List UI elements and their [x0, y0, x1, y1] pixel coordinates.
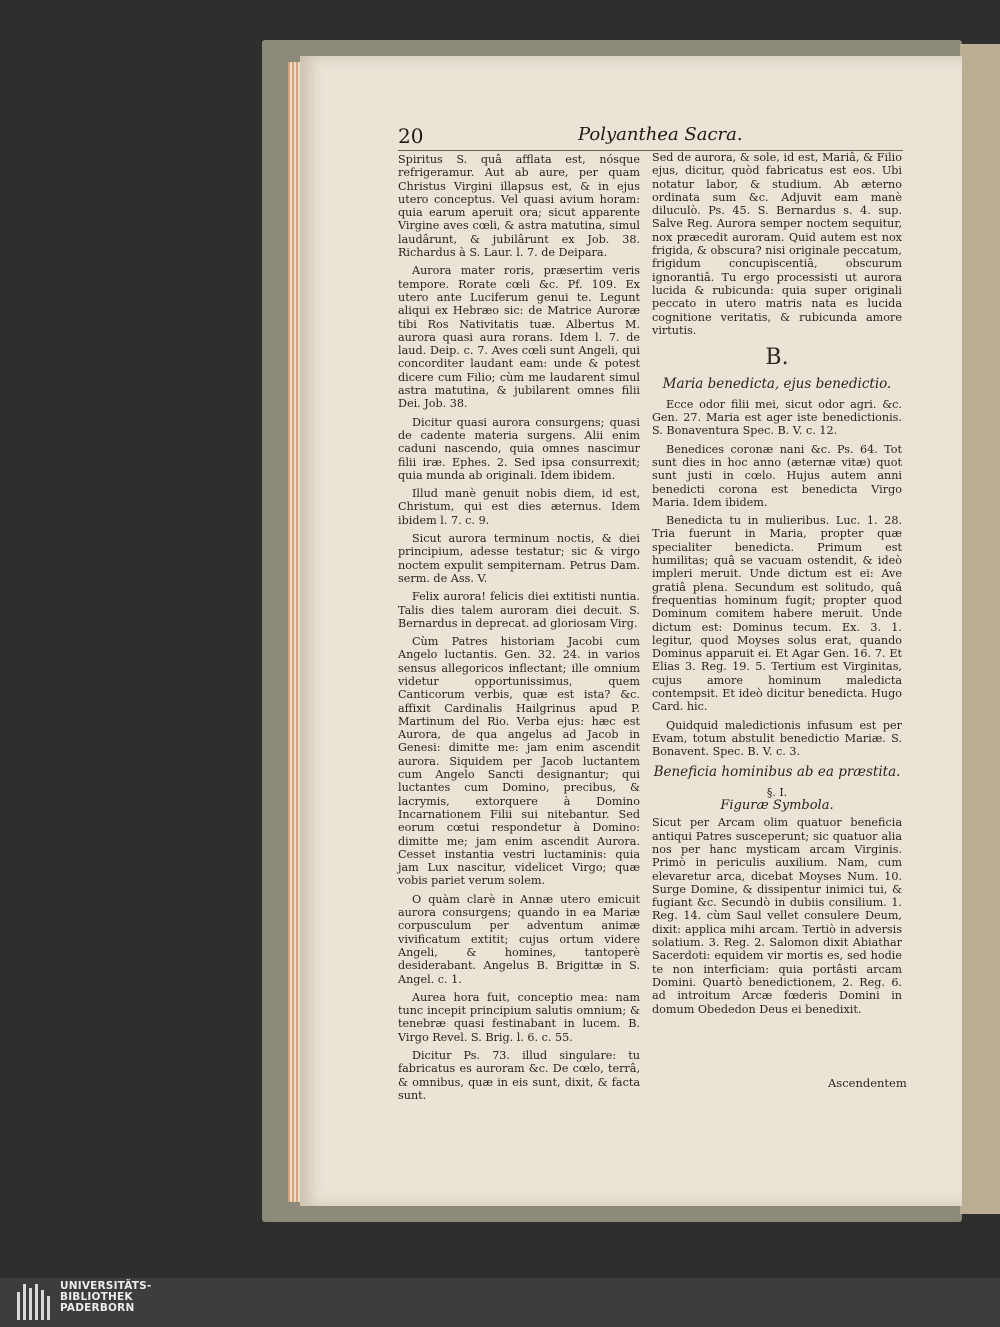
paragraph: Spiritus S. quâ afflata est, nósque refrigeramur. Aut ab aure, per quam Christus Virgini illapsus est, & in ejus utero conceptus. Vel quasi avium horam: quia earum aperuit ora; sicut apparente Virgine aves cœli, & astra matutina, simul laudârunt, & jubilârunt ex Job. 38. Richardus à S. Laur. l. 7. de Deipara. [398, 153, 640, 260]
paragraph: Benedicta tu in mulieribus. Luc. 1. 28. Tria fuerunt in Maria, propter quæ specialiter benedicta. Primum est humilitas; quâ se vacuam ostendit, & ideò impleri meruit. Unde dictum est ei: Ave gratiâ plena. Secundum est solitudo, quâ frequentias hominum fugit; propter quod Dominum comitem habere meruit. Unde dictum est: Dominus tecum. Ex. 3. 1. legitur, quod Moyses solus erat, quando Dominus apparuit ei. Et Agar Gen. 16. 7. Et Elias 3. Reg. 19. 5. Tertium est Virginitas, cujus amore hominum maledicta contempsit. Et ideò dicitur benedicta. Hugo Card. hic. [652, 514, 902, 714]
paragraph: Ecce odor filii mei, sicut odor agri. &c. Gen. 27. Maria est ager iste benedictionis. S. Bonaventura Spec. B. V. c. 12. [652, 397, 902, 438]
library-logo-text [60, 1281, 151, 1314]
paragraph: Dicitur quasi aurora consurgens; quasi de cadente materia surgens. Alii enim caduni nascendo, quia omnes nascimur filii iræ. Ephes. 2. Sed ipsa consurrexit; quia munda ab originali. Idem ibidem. [398, 415, 640, 482]
left-column [398, 153, 640, 1107]
logo-line: UNIVERSITÄTS- [60, 1280, 152, 1292]
beneficia-heading: Beneficia hominibus ab ea præstita. [653, 764, 901, 781]
paragraph: Aurea hora fuit, conceptio mea: nam tunc incepit principium salutis omnium; & tenebræ quasi festinabant in lucem. B. Virgo Revel. S. Brig. l. 6. c. 55. [398, 990, 640, 1044]
library-logo-icon [17, 1284, 53, 1320]
paragraph: Felix aurora! felicis diei extitisti nuntia. Talis dies talem auroram diei decuit. S. Bernardus in deprecat. ad gloriosam Virg. [398, 590, 640, 630]
paragraph: O quàm clarè in Annæ utero emicuit aurora consurgens; quando in ea Mariæ corpusculum per adventum animæ vivificatum extitit; cujus ortum videre Angeli, & homines, tantoperè desiderabant. Angelus B. Brigittæ in S. Angel. c. 1. [398, 892, 640, 986]
section-heading: Maria benedicta, ejus benedictio. [662, 376, 892, 393]
running-title: Polyanthea Sacra. [578, 124, 743, 145]
paragraph: Sicut aurora terminum noctis, & diei principium, adesse testatur; sic & virgo noctem expulit sempiternam. Petrus Dam. serm. de Ass. V. [398, 532, 640, 585]
paragraph: Cùm Patres historiam Jacobi cum Angelo luctantis. Gen. 32. 24. in varios sensus allegoricos inflectant; ille omnium videtur opportunissimus, quem Canticorum verbis, quæ est ista? &c. affixit Cardinalis Hailgrinus apud P. Martinum del Rio. Verba ejus: hæc est Aurora, de qua angelus ad Jacob in Genesi: dimitte me: jam enim ascendit aurora. Siquidem per Jacob luctantem cum Angelo Sancti designantur; qui luctantes cum Domino, precibus, & lacrymis, extorquere à Domino Incarnationem Filii sui nitebantur. Sed eorum cœtui respondetur à Domino: dimitte me; jam enim ascendit Aurora. Cesset instantia vestri luctaminis: quia jam Lux nascitur, videlicet Virgo; quæ vobis pariet verum solem. [398, 635, 640, 888]
logo-line: PADERBORN [60, 1302, 135, 1314]
paragraph: Illud manè genuit nobis diem, id est, Christum, qui est dies æternus. Idem ibidem l. 7. c. 9. [398, 487, 640, 527]
paragraph: Sed de aurora, & sole, id est, Mariâ, & Filio ejus, dicitur, quòd fabricatus est eos. Ubi notatur labor, & studium. Ab æterno ordinata sum &c. Adjuvit eam manè diluculò. Ps. 45. S. Bernardus s. 4. sup. Salve Reg. Aurora semper noctem sequitur, nox præcedit auroram. Quid autem est nox frigida, & obscura? nisi originale peccatum, frigidum concupiscentiâ, obscurum ignorantiâ. Tu ergo processisti ut aurora lucida & rubicunda: quia super originali peccato in utero matris nata es lucida cognitione veritatis, & rubicunda amore virtutis. [652, 151, 902, 337]
section-letter: B. [765, 345, 789, 371]
paragraph: Quidquid maledictionis infusum est per Evam, totum abstulit benedictio Mariæ. S. Bonavent. Spec. B. V. c. 3. [652, 718, 902, 759]
page-number: 20 [398, 124, 424, 148]
paragraph-mark: §. I. [766, 785, 788, 799]
paragraph: Dicitur Ps. 73. illud singulare: tu fabricatus es auroram &c. De cœlo, terrâ, & omnibus, quæ in eis sunt, dixit, & facta sunt. [398, 1049, 640, 1102]
right-column [652, 151, 902, 1021]
running-header [398, 124, 903, 152]
paragraph: Aurora mater roris, præsertim veris tempore. Rorate cœli &c. Pf. 109. Ex utero ante Luciferum genui te. Legunt aliqui ex Hebræo sic: de Matrice Auroræ tibi Ros Nativitatis tuæ. Albertus M. aurora quasi aura rorans. Idem l. 7. de laud. Deip. c. 7. Aves cœli sunt Angeli, qui concorditer laudant eam: unde & potest dicere cum Filio; cùm me laudarent simul astra matutina, & jubilarent omnes filii Dei. Job. 38. [398, 264, 640, 411]
paragraph: Benedices coronæ nani &c. Ps. 64. Tot sunt dies in hoc anno (æternæ vitæ) quot sunt justi in cœlo. Hujus autem anni benedicti corona est benedicta Virgo Maria. Idem ibidem. [652, 442, 902, 509]
figurae-heading: Figuræ Symbola. [720, 798, 834, 814]
facing-page-edge [960, 44, 1000, 1214]
paragraph: Sicut per Arcam olim quatuor beneficia antiqui Patres susceperunt; sic quatuor alia nos per hanc mysticam arcam Virginis. Primò in periculis auxilium. Nam, cum elevaretur arca, dicebat Moyses Num. 10. Surge Domine, & dissipentur inimici tui, & fugiant &c. Secundò in dubiis consilium. 1. Reg. 14. cùm Saul vellet consulere Deum, dixit: applica mihi arcam. Tertiò in adversis solatium. 3. Reg. 2. Salomon dixit Abiathar Sacerdoti: equidem vir mortis es, sed hodie te non interficiam: quia portâsti arcam Domini. Quartò benedictionem, 2. Reg. 6. ad introitum Arcæ fœderis Domini in domum Obededon Deus ei benedixit. [652, 816, 902, 1016]
logo-line: BIBLIOTHEK [60, 1291, 133, 1303]
catchword: Ascendentem [828, 1076, 907, 1090]
